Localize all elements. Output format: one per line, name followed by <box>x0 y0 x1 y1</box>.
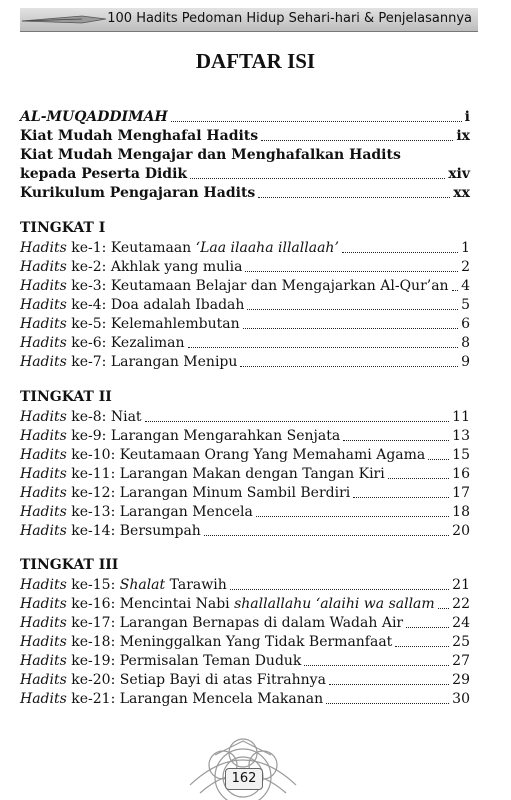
toc-entry-label: Hadits ke-20: Setiap Bayi di atas Fitrahnya <box>20 672 326 688</box>
dot-leader <box>343 439 449 441</box>
running-header <box>20 8 478 31</box>
toc-entry-label: Hadits ke-5: Kelemahlembutan <box>20 316 240 332</box>
dot-leader <box>353 496 449 498</box>
toc-entry-label: Hadits ke-13: Larangan Mencela <box>20 504 253 520</box>
dot-leader <box>261 139 453 141</box>
toc-entry-label: Hadits ke-4: Doa adalah Ibadah <box>20 297 245 313</box>
toc-entry[interactable] <box>20 334 470 353</box>
toc-entry-label: Hadits ke-16: Mencintai Nabi shallallahu ‘alaihi wa sallam <box>20 596 435 612</box>
toc-entry[interactable] <box>20 127 470 146</box>
toc-entry[interactable] <box>20 239 470 258</box>
dot-leader <box>388 477 449 479</box>
toc-entry[interactable] <box>20 353 470 372</box>
toc-entry-label: kepada Peserta Didik <box>20 166 188 182</box>
section-heading: TINGKAT III <box>20 557 119 573</box>
header-title: 100 Hadits Pedoman Hidup Sehari-hari & Penjelasannya <box>107 11 472 26</box>
toc-entry-page: 1 <box>461 240 470 256</box>
toc-entry[interactable] <box>20 446 470 465</box>
toc-entry[interactable] <box>20 184 470 203</box>
page-number: 162 <box>225 768 263 790</box>
dot-leader <box>329 683 449 685</box>
page-title: DAFTAR ISI <box>195 49 316 73</box>
toc-entry[interactable] <box>20 484 470 503</box>
dot-leader <box>247 308 458 310</box>
toc-entry-page: 4 <box>461 278 470 294</box>
dot-leader <box>145 420 450 422</box>
toc-entry-label: Hadits ke-18: Meninggalkan Yang Tidak Bermanfaat <box>20 634 393 650</box>
toc-entry[interactable] <box>20 427 470 446</box>
section-heading: TINGKAT II <box>20 389 112 405</box>
dot-leader <box>395 645 449 647</box>
toc-entry-page: 16 <box>452 466 470 482</box>
toc-entry-page: 27 <box>452 653 470 669</box>
dot-leader <box>204 534 449 536</box>
dot-leader <box>304 664 449 666</box>
toc-entry[interactable] <box>20 315 470 334</box>
toc-entry-page: 29 <box>452 672 470 688</box>
dot-leader <box>438 607 449 609</box>
toc-entry[interactable] <box>20 576 470 595</box>
toc-entry-label: Kiat Mudah Menghafal Hadits <box>20 128 259 144</box>
toc-entry-page: 5 <box>461 297 470 313</box>
toc-entry-label: Hadits ke-19: Permisalan Teman Duduk <box>20 653 302 669</box>
toc-entry-page: 6 <box>461 316 470 332</box>
toc-entry-label: Kurikulum Pengajaran Hadits <box>20 185 256 201</box>
toc-entry-page: 24 <box>452 615 470 631</box>
toc-entry-label: Hadits ke-10: Keutamaan Orang Yang Memahami Agama <box>20 447 426 463</box>
toc-entry[interactable] <box>20 108 470 127</box>
dot-leader <box>171 120 462 122</box>
section-heading: TINGKAT I <box>20 220 106 236</box>
dot-leader <box>243 327 458 329</box>
toc-entry-page: xiv <box>448 166 470 182</box>
toc-entry-page: i <box>464 109 470 125</box>
toc-entry[interactable] <box>20 465 470 484</box>
toc-entry-page: 17 <box>452 485 470 501</box>
toc-entry[interactable] <box>20 165 470 184</box>
toc-entry[interactable] <box>20 633 470 652</box>
toc-entry-label-line1: Kiat Mudah Mengajar dan Menghafalkan Hadits <box>20 147 401 163</box>
toc-entry-page: 8 <box>461 335 470 351</box>
toc-entry-page: xx <box>453 185 470 201</box>
toc-entry-label: Hadits ke-3: Keutamaan Belajar dan Mengajarkan Al-Qur’an <box>20 278 449 294</box>
toc-entry-label: Hadits ke-6: Kezaliman <box>20 335 185 351</box>
pen-icon <box>20 8 110 31</box>
toc-entry-page: 20 <box>452 523 470 539</box>
toc-entry-label: Hadits ke-14: Bersumpah <box>20 523 201 539</box>
toc-entry-page: 18 <box>452 504 470 520</box>
dot-leader <box>258 196 450 198</box>
toc-entry-page: 15 <box>452 447 470 463</box>
dot-leader <box>326 702 449 704</box>
dot-leader <box>452 289 459 291</box>
toc-entry[interactable] <box>20 690 470 709</box>
dot-leader <box>245 270 458 272</box>
toc-entry-page: 30 <box>452 691 470 707</box>
toc-entry[interactable] <box>20 277 470 296</box>
toc-entry[interactable] <box>20 614 470 633</box>
toc-entry[interactable] <box>20 408 470 427</box>
toc-entry[interactable] <box>20 522 470 541</box>
dot-leader <box>256 515 449 517</box>
toc-entry-page: ix <box>456 128 470 144</box>
dot-leader <box>240 365 458 367</box>
toc-entry-label: Hadits ke-1: Keutamaan ‘Laa ilaaha illallaah’ <box>20 240 339 256</box>
toc-entry[interactable] <box>20 258 470 277</box>
toc-entry-label: Hadits ke-8: Niat <box>20 409 142 425</box>
toc-entry[interactable] <box>20 503 470 522</box>
toc-entry-label: AL-MUQADDIMAH <box>20 109 168 125</box>
dot-leader <box>428 458 449 460</box>
toc-entry-page: 21 <box>452 577 470 593</box>
toc-entry-label: Hadits ke-17: Larangan Bernapas di dalam Wadah Air <box>20 615 404 631</box>
toc-entry-label: Hadits ke-11: Larangan Makan dengan Tangan Kiri <box>20 466 385 482</box>
toc-entry-page: 22 <box>452 596 470 612</box>
toc-entry-page: 25 <box>452 634 470 650</box>
toc-entry-label: Hadits ke-12: Larangan Minum Sambil Berdiri <box>20 485 351 501</box>
dot-leader <box>190 177 445 179</box>
dot-leader <box>230 588 449 590</box>
dot-leader <box>188 346 459 348</box>
toc-entry-label: Hadits ke-2: Akhlak yang mulia <box>20 259 243 275</box>
page-footer <box>0 735 511 800</box>
dot-leader <box>342 251 458 253</box>
toc-entry-page: 11 <box>452 409 470 425</box>
toc-entry[interactable] <box>20 296 470 315</box>
toc-entry-page: 9 <box>461 354 470 370</box>
toc-entry[interactable] <box>20 671 470 690</box>
toc-entry[interactable] <box>20 652 470 671</box>
toc-entry[interactable] <box>20 595 470 614</box>
toc-entry-label: Hadits ke-9: Larangan Mengarahkan Senjata <box>20 428 341 444</box>
toc-entry-page: 2 <box>461 259 470 275</box>
dot-leader <box>406 626 449 628</box>
toc-entry-page: 13 <box>452 428 470 444</box>
toc-entry-label: Hadits ke-21: Larangan Mencela Makanan <box>20 691 324 707</box>
toc-entry-label: Hadits ke-15: Shalat Tarawih <box>20 577 227 593</box>
toc-entry-label: Hadits ke-7: Larangan Menipu <box>20 354 238 370</box>
